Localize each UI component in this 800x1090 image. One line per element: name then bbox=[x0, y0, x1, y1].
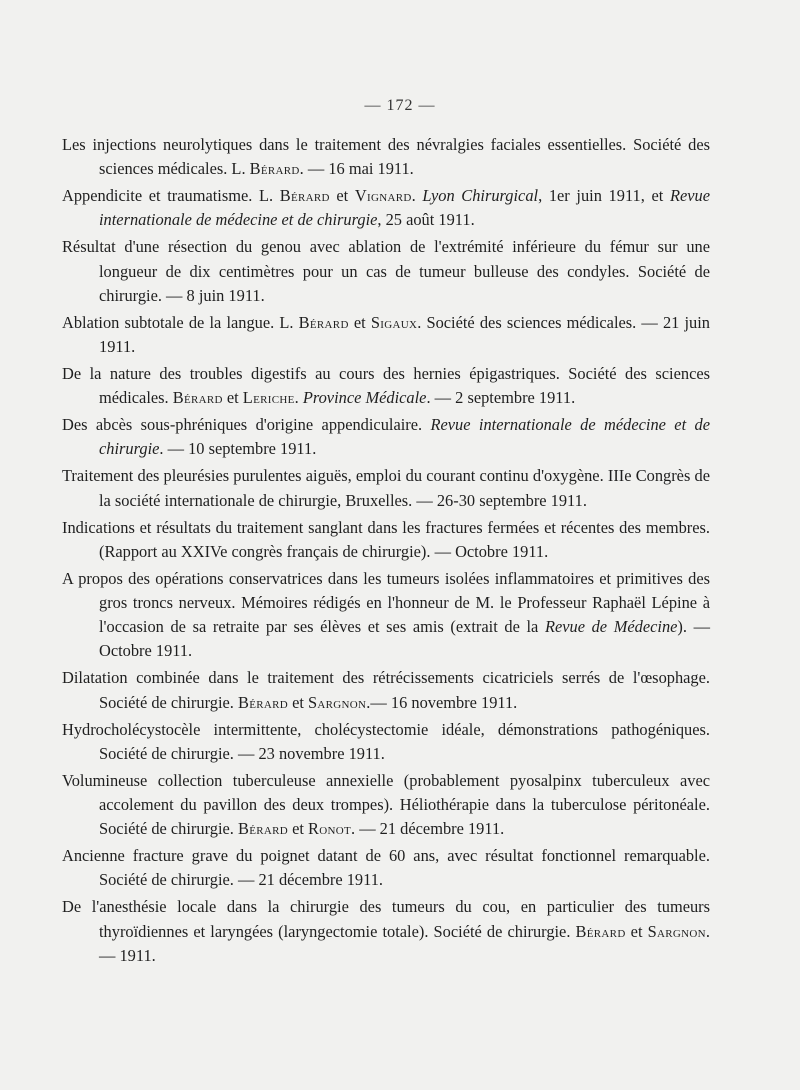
journal-title: Revue de Médecine bbox=[544, 617, 678, 637]
entry-text: . Société des sciences médicales. — 21 juin 1911. bbox=[99, 312, 710, 357]
page-number: — 172 — bbox=[364, 97, 436, 114]
entry-text: Les injections neurolytiques dans le traitement des névralgies faciales essentielles. Société des sciences médicales. L. bbox=[62, 135, 710, 179]
bibliography-entry bbox=[62, 567, 710, 664]
journal-title: Province Médicale bbox=[302, 388, 427, 408]
bibliography-entry bbox=[62, 464, 710, 512]
bibliography-entry bbox=[62, 362, 710, 410]
author-name: Sargnon bbox=[308, 692, 367, 712]
bibliography-entry bbox=[62, 895, 710, 968]
author-name: Bérard bbox=[172, 388, 223, 408]
bibliography-entry bbox=[62, 133, 710, 181]
entry-text: Des abcès sous-phréniques d'origine appendiculaire. bbox=[62, 415, 431, 435]
journal-title: Revue internationale de médecine et de chirurgie bbox=[99, 186, 710, 230]
entry-text: et bbox=[329, 186, 355, 206]
entry-text: . bbox=[411, 186, 423, 206]
author-name: Sargnon bbox=[647, 921, 706, 941]
entry-text: , 1er juin 1911, et bbox=[538, 186, 670, 206]
entry-text: . — 16 mai 1911. bbox=[299, 159, 414, 179]
entry-text: Indications et résultats du traitement sanglant dans les fractures fermées et récentes des membres. (Rapport au XXIVe congrès français de chirurgie). — Octobre 1911. bbox=[62, 517, 710, 561]
author-name: Vignard bbox=[354, 186, 412, 206]
entry-text: , 25 août 1911. bbox=[377, 210, 475, 230]
author-name: Ronot bbox=[308, 819, 351, 839]
author-name: Bérard bbox=[249, 159, 300, 179]
entry-text: De l'anesthésie locale dans la chirurgie des tumeurs du cou, en particulier des tumeurs thyroïdiennes et laryngées (laryngectomie totale). Société de chirurgie. bbox=[62, 897, 710, 941]
entry-text: . — 2 septembre 1911. bbox=[426, 388, 576, 408]
bibliography-entry bbox=[62, 666, 710, 714]
bibliography-list bbox=[62, 133, 710, 971]
bibliography-entry bbox=[62, 769, 710, 842]
bibliography-entry bbox=[62, 311, 710, 359]
entry-text: Ancienne fracture grave du poignet datant de 60 ans, avec résultat fonctionnel remarquable. Société de chirurgie. — 21 décembre 1911. bbox=[62, 846, 710, 890]
bibliography-entry bbox=[62, 718, 710, 766]
entry-text: et bbox=[222, 388, 243, 408]
author-name: Sigaux bbox=[370, 312, 418, 332]
entry-text: ). — Octobre 1911. bbox=[99, 617, 711, 661]
bibliography-entry bbox=[62, 844, 710, 892]
entry-text: Résultat d'une résection du genou avec ablation de l'extrémité inférieure du fémur sur une longueur de dix centimètres pour un cas de tumeur bulleuse des condyles. Société de chirurgie. — 8 juin 1911. bbox=[62, 237, 710, 305]
entry-text: et bbox=[287, 692, 309, 712]
author-name: Bérard bbox=[575, 921, 626, 941]
entry-text: Dilatation combinée dans le traitement des rétrécissements cicatriciels serrés de l'œsophage. Société de chirurgie. bbox=[62, 668, 710, 712]
entry-text: Volumineuse collection tuberculeuse annexielle (probablement pyosalpinx tuberculeux avec accolement du pavillon des deux trompes). Héliothérapie dans la tuberculose péritonéale. Société de chirurgie. bbox=[62, 770, 710, 839]
entry-text: . — 10 septembre 1911. bbox=[159, 439, 317, 459]
entry-text: Appendicite et traumatisme. L. bbox=[62, 186, 280, 206]
entry-text: Ablation subtotale de la langue. L. bbox=[62, 312, 299, 332]
journal-title: Lyon Chirurgical bbox=[422, 186, 539, 206]
author-name: Bérard bbox=[298, 312, 349, 332]
author-name: Leriche bbox=[242, 388, 295, 408]
entry-text: et bbox=[625, 921, 648, 941]
author-name: Bérard bbox=[237, 819, 288, 839]
entry-text: .— 16 novembre 1911. bbox=[366, 692, 518, 712]
entry-text: A propos des opérations conservatrices dans les tumeurs isolées inflammatoires et primitives des gros troncs nerveux. Mémoires rédigés en l'honneur de M. le Professeur Raphaël Lépine à l'occasion de sa retraite par ses élèves et ses amis (extrait de la bbox=[62, 568, 710, 637]
bibliography-entry bbox=[62, 235, 710, 308]
entry-text: Hydrocholécystocèle intermittente, cholécystectomie idéale, démonstrations pathogéniques. Société de chirurgie. — 23 novembre 1911. bbox=[62, 719, 710, 763]
bibliography-entry bbox=[62, 516, 710, 564]
author-name: Bérard bbox=[237, 692, 288, 712]
entry-text: Traitement des pleurésies purulentes aiguës, emploi du courant continu d'oxygène. IIIe Congrès de la société internationale de chirurgie, Bruxelles. — 26-30 septembre 1911. bbox=[62, 466, 710, 510]
entry-text: et bbox=[348, 312, 371, 332]
entry-text: De la nature des troubles digestifs au cours des hernies épigastriques. Société des sciences médicales. bbox=[62, 364, 710, 408]
entry-text: . — 21 décembre 1911. bbox=[351, 819, 505, 839]
bibliography-entry bbox=[62, 413, 710, 461]
bibliography-entry bbox=[62, 184, 710, 232]
entry-text: . — 1911. bbox=[99, 921, 710, 965]
entry-text: et bbox=[287, 819, 309, 839]
entry-text: . bbox=[294, 388, 303, 408]
author-name: Bérard bbox=[279, 186, 330, 206]
journal-title: Revue internationale de médecine et de chirurgie bbox=[99, 415, 710, 459]
